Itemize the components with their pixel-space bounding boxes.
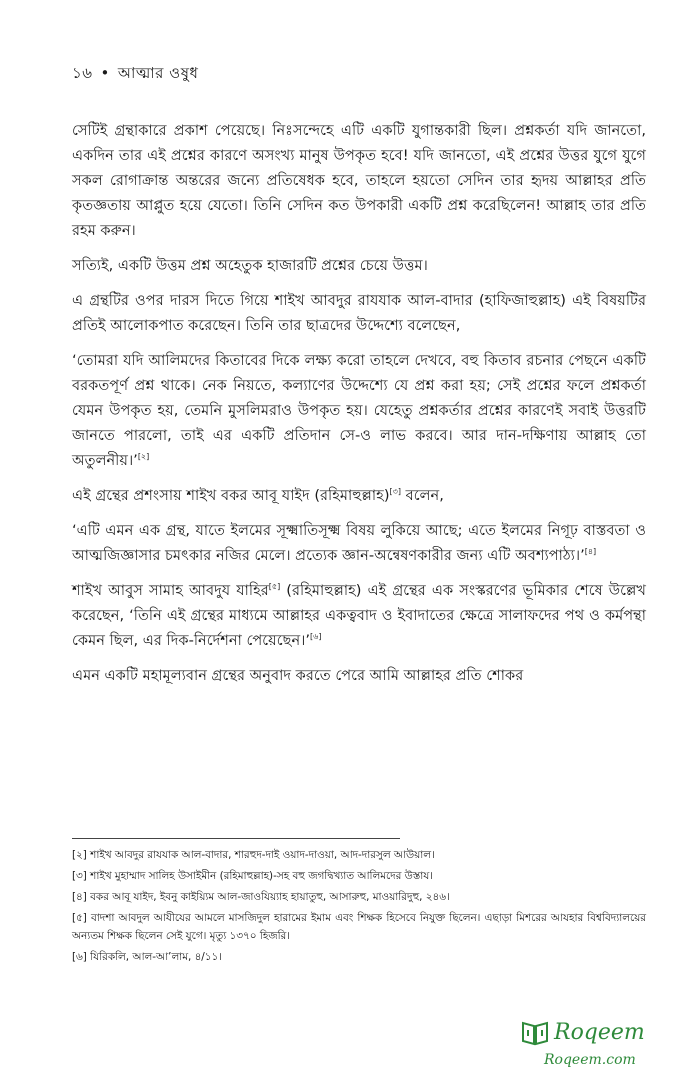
footnote: [৫] বাদশা আবদুল আযীযের আমলে মাসজিদুল হারামের ইমাম এবং শিক্ষক হিসেবে নিযুক্ত ছিলেন। এছাড়া মিশরের আযহার বিশ্ববিদ্যালয়ের অন্যতম শিক্ষক ছিলেন সেই যুগে। মৃত্যু ১৩৭০ হিজরি। <box>72 912 646 942</box>
footnote: [৬] যিরিকলি, আল-আ’লাম, ৪/১১। <box>72 951 223 963</box>
paragraph <box>72 483 646 508</box>
footnote-ref[interactable]: [৪] <box>584 547 597 557</box>
paragraph-text: (রহিমাহুল্লাহ) এই গ্রন্থের এক সংস্করণের ভূমিকার শেষে উল্লেখ করেছেন, ‘তিনি এই গ্রন্থের মাধ্যমে আল্লাহর একত্ববাদ ও ইবাদাতের ক্ষেত্রে সালাফদের পথ ও কর্মপন্থা কেমন ছিল, এর দিক-নির্দেশনা পেয়েছেন।’ <box>72 582 646 649</box>
header-separator: • <box>100 64 110 82</box>
paragraph-text: সত্যিই, একটি উত্তম প্রশ্ন অহেতুক হাজারটি প্রশ্নের চেয়ে উত্তম। <box>72 257 428 274</box>
footnote-ref[interactable]: [৩] <box>389 487 401 497</box>
footnote-ref[interactable]: [৬] <box>310 632 322 642</box>
paragraph-text: এমন একটি মহামূল্যবান গ্রন্থের অনুবাদ করতে পেরে আমি আল্লাহর প্রতি শোকর <box>72 667 524 684</box>
paragraph-text: শাইখ আবুস সামাহ আবদুয যাহির <box>72 582 269 599</box>
quote-paragraph <box>72 348 646 473</box>
page-header <box>72 62 198 87</box>
paragraph-text: ‘তোমরা যদি আলিমদের কিতাবের দিকে লক্ষ্য করো তাহলে দেখবে, বহু কিতাব রচনার পেছনে একটি বরকতপূর্ণ প্রশ্ন থাকে। নেক নিয়তে, কল্যাণের উদ্দেশ্যে যে প্রশ্ন করা হয়; সেই প্রশ্নের ফলে প্রশ্নকর্তা যেমন উপকৃত হয়, তেমনি মুসলিমরাও উপকৃত হয়। যেহেতু প্রশ্নকর্তার প্রশ্নের কারণেই সবাই উত্তরটি জানতে পারলো, তাই এর একটি প্রতিদান সে-ও লাভ করবে। আর দান-দক্ষিণায় আল্লাহ তো অতুলনীয়।’ <box>72 352 646 469</box>
paragraph-text: এই গ্রন্থের প্রশংসায় শাইখ বকর আবূ যাইদ (রহিমাহুল্লাহ) <box>72 487 390 504</box>
paragraph-text: এ গ্রন্থটির ওপর দারস দিতে গিয়ে শাইখ আবদুর রাযযাক আল-বাদার (হাফিজাহুল্লাহ) এই বিষয়টির প্রতিই আলোকপাত করেছেন। তিনি তার ছাত্রদের উদ্দেশ্যে বলেছেন, <box>72 292 646 334</box>
watermark-brand: Roqeem <box>554 1019 645 1045</box>
page-number: ১৬ <box>72 64 93 82</box>
paragraph <box>72 118 646 243</box>
main-text <box>72 118 646 698</box>
footnote: [৪] বকর আবূ যাইদ, ইবনু কাইয়্যিম আল-জাওযিয়্যাহ হায়াতুহু, আসারুহু, মাওয়ারিদুহু, ২৪৬। <box>72 891 450 903</box>
footnotes <box>72 846 646 969</box>
paragraph-text: ‘এটি এমন এক গ্রন্থ, যাতে ইলমের সূক্ষ্মাতিসূক্ষ্ম বিষয় লুকিয়ে আছে; এতে ইলমের নিগূঢ় বাস্তবতা ও আত্মজিজ্ঞাসার চমৎকার নজির মেলে। প্রত্যেক জ্ঞান-অন্বেষণকারীর জন্য এটি অবশ্যপাঠ্য।’ <box>72 522 646 564</box>
quote-paragraph <box>72 518 646 568</box>
footnote-ref[interactable]: [২] <box>137 452 150 462</box>
watermark-url[interactable]: Roqeem.com <box>544 1052 636 1068</box>
footnote: [২] শাইখ আবদুর রাযযাক আল-বাদার, শারহুদ-দাই ওয়াদ-দাওয়া, আদ-দারসুল আউয়াল। <box>72 849 435 861</box>
paragraph <box>72 663 646 688</box>
paragraph-text: সেটিই গ্রন্থাকারে প্রকাশ পেয়েছে। নিঃসন্দেহে এটি একটি যুগান্তকারী ছিল। প্রশ্নকর্তা যদি জানতো, একদিন তার এই প্রশ্নের কারণে অসংখ্য মানুষ উপকৃত হবে! যদি জানতো, এই প্রশ্নের উত্তর যুগে যুগে সকল রোগাক্রান্ত অন্তরের জন্যে প্রতিষেধক হবে, তাহলে হয়তো সেদিন তার হৃদয় আল্লাহর প্রতি কৃতজ্ঞতায় আপ্লুত হয়ে যেতো। তিনি সেদিন কত উপকারী একটি প্রশ্ন করেছিলেন! আল্লাহ তার প্রতি রহম করুন। <box>72 122 646 239</box>
watermark <box>520 1016 670 1076</box>
paragraph-text: বলেন, <box>400 487 444 504</box>
paragraph <box>72 253 646 278</box>
book-title: আত্মার ওষুধ <box>117 64 199 82</box>
paragraph <box>72 288 646 338</box>
footnote-ref[interactable]: [৫] <box>268 582 281 592</box>
footnote-divider <box>72 838 400 839</box>
book-icon <box>520 1017 550 1047</box>
footnote: [৩] শাইখ মুহাম্মাদ সালিহ উসাইমীন (রহিমাহুল্লাহ)-সহ বহু জগদ্বিখ্যাত আলিমদের উস্তায। <box>72 870 433 882</box>
watermark-logo <box>520 1016 645 1048</box>
paragraph <box>72 578 646 653</box>
